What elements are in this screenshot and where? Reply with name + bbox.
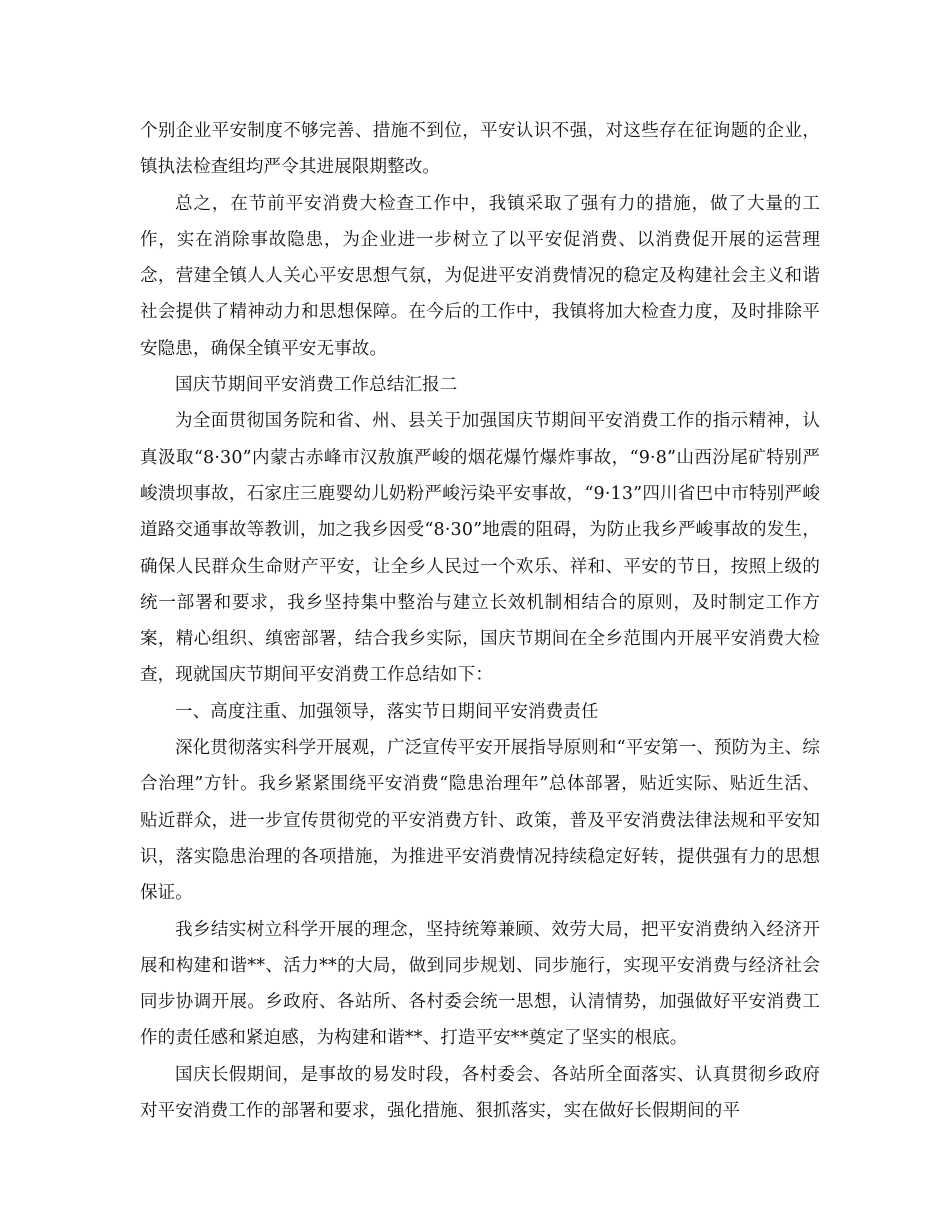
paragraph-intro: 为全面贯彻国务院和省、州、县关于加强国庆节期间平安消费工作的指示精神，认真汲取“8·30”内蒙古赤峰市汉敖旗严峻的烟花爆竹爆炸事故，“9·8”山西汾尾矿特别严峻溃坝事故，石家庄三鹿婴幼儿奶粉严峻污染平安事故，“9·13”四川省巴中市特别严峻道路交通事故等教训，加之我乡因受“8·30”地震的阻碍，为防止我乡严峻事故的发生，确保人民群众生命财产平安，让全乡人民过一个欢乐、祥和、平安的节日，按照上级的统一部署和要求，我乡坚持集中整治与建立长效机制相结合的原则，及时制定工作方案，精心组织、缜密部署，结合我乡实际，国庆节期间在全乡范围内开展平安消费大检查，现就国庆节期间平安消费工作总结如下： [140, 411, 820, 686]
paragraph-body: 深化贯彻落实科学开展观，广泛宣传平安开展指导原则和“平安第一、预防为主、综合治理”方针。我乡紧紧围绕平安消费“隐患治理年”总体部署，贴近实际、贴近生活、贴近群众，进一步宣传贯彻党的平安消费方针、政策，普及平安消费法律法规和平安知识，落实隐患治理的各项措施，为推进平安消费情况持续稳定好转，提供强有力的思想保证。 [140, 738, 820, 904]
section-heading-1: 一、高度注重、加强领导，落实节日期间平安消费责任 [175, 701, 599, 722]
paragraph-body: 我乡结实树立科学开展的理念，坚持统筹兼顾、效劳大局，把平安消费纳入经济开展和构建和谐**、活力**的大局，做到同步规划、同步施行，实现平安消费与经济社会同步协调开展。乡政府、各站所、各村委会统一思想，认清情势，加强做好平安消费工作的责任感和紧迫感，为构建和谐**、打造平安**奠定了坚实的根底。 [140, 919, 820, 1049]
paragraph-summary: 总之，在节前平安消费大检查工作中，我镇采取了强有力的措施，做了大量的工作，实在消除事故隐患，为企业进一步树立了以平安促消费、以消费促开展的运营理念，营建全镇人人关心平安思想气氛，为促进平安消费情况的稳定及构建社会主义和谐社会提供了精神动力和思想保障。在今后的工作中，我镇将加大检查力度，及时排除平安隐患，确保全镇平安无事故。 [140, 193, 820, 359]
paragraph-continuation: 个别企业平安制度不够完善、措施不到位，平安认识不强，对这些存在征询题的企业，镇执法检查组均严令其进展限期整改。 [140, 121, 820, 178]
document-body [140, 113, 820, 1129]
paragraph-body: 国庆长假期间，是事故的易发时段，各村委会、各站所全面落实、认真贯彻乡政府对平安消费工作的部署和要求，强化措施、狠抓落实，实在做好长假期间的平 [140, 1064, 820, 1122]
section-title: 国庆节期间平安消费工作总结汇报二 [175, 375, 458, 396]
